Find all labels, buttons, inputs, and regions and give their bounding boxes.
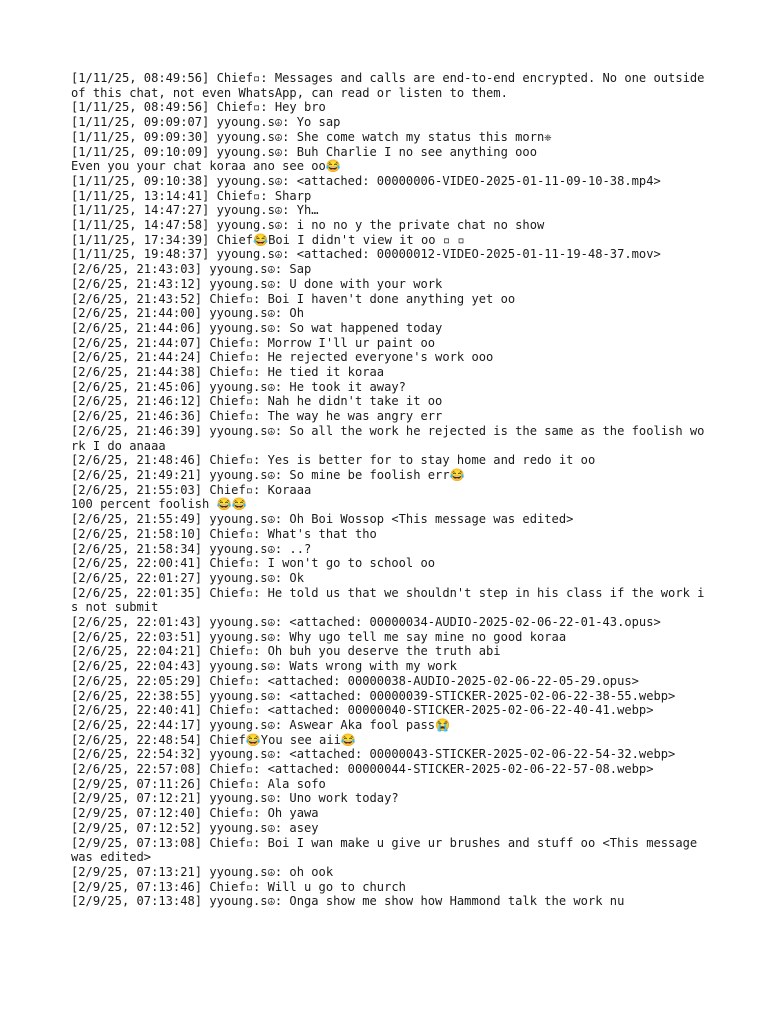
chat-line: [2/6/25, 21:58:10] Chief▫: What's that tho <box>71 526 377 541</box>
chat-line: [2/6/25, 21:44:06] yyoung.s☮: So wat happened today <box>71 320 443 335</box>
chat-line: [2/6/25, 21:46:12] Chief▫: Nah he didn't take it oo <box>71 394 443 409</box>
chat-line: [1/11/25, 17:34:39] Chief😂Boi I didn't view it oo ▫ ▫ <box>71 232 465 247</box>
chat-line: [1/11/25, 13:14:41] Chief▫: Sharp <box>71 188 312 203</box>
chat-line: [2/6/25, 22:01:35] Chief▫: He told us that we shouldn't step in his class if the work is not submit <box>71 585 705 615</box>
chat-line: [2/6/25, 21:48:46] Chief▫: Yes is better for to stay home and redo it oo <box>71 453 596 468</box>
chat-line: [1/11/25, 09:10:09] yyoung.s☮: Buh Charlie I no see anything ooo <box>71 144 537 159</box>
chat-line: [2/9/25, 07:13:46] Chief▫: Will u go to church <box>71 879 406 894</box>
chat-line: 100 percent foolish 😂😂 <box>71 497 247 512</box>
chat-line: [2/9/25, 07:12:40] Chief▫: Oh yawa <box>71 806 319 821</box>
chat-line: [2/6/25, 22:40:41] Chief▫: <attached: 00000040-STICKER-2025-02-06-22-40-41.webp> <box>71 703 654 718</box>
chat-export-page <box>71 71 711 909</box>
chat-line: [2/6/25, 22:38:55] yyoung.s☮: <attached: 00000039-STICKER-2025-02-06-22-38-55.webp> <box>71 688 676 703</box>
chat-line: [2/9/25, 07:11:26] Chief▫: Ala sofo <box>71 776 326 791</box>
chat-line: [2/9/25, 07:12:52] yyoung.s☮: asey <box>71 820 319 835</box>
chat-line: [2/6/25, 22:00:41] Chief▫: I won't go to school oo <box>71 556 436 571</box>
chat-line: [2/6/25, 22:01:43] yyoung.s☮: <attached: 00000034-AUDIO-2025-02-06-22-01-43.opus> <box>71 615 661 630</box>
chat-line: [2/6/25, 21:44:07] Chief▫: Morrow I'll ur paint oo <box>71 335 436 350</box>
chat-line: [2/6/25, 22:03:51] yyoung.s☮: Why ugo tell me say mine no good koraa <box>71 629 567 644</box>
chat-line: [2/6/25, 22:01:27] yyoung.s☮: Ok <box>71 570 304 585</box>
chat-line: [1/11/25, 14:47:27] yyoung.s☮: Yh… <box>71 203 319 218</box>
chat-line: [2/6/25, 21:45:06] yyoung.s☮: He took it away? <box>71 379 406 394</box>
chat-line: [2/6/25, 21:58:34] yyoung.s☮: ..? <box>71 541 312 556</box>
chat-line: [1/11/25, 08:49:56] Chief▫: Messages and calls are end-to-end encrypted. No one outside of this chat, not even WhatsApp, can read or listen to them. <box>71 71 712 100</box>
chat-line: [2/6/25, 21:43:12] yyoung.s☮: U done with your work <box>71 276 443 291</box>
chat-line: [2/6/25, 22:05:29] Chief▫: <attached: 00000038-AUDIO-2025-02-06-22-05-29.opus> <box>71 673 639 688</box>
chat-line: [1/11/25, 09:10:38] yyoung.s☮: <attached: 00000006-VIDEO-2025-01-11-09-10-38.mp4> <box>71 173 661 188</box>
chat-line: [2/6/25, 22:57:08] Chief▫: <attached: 00000044-STICKER-2025-02-06-22-57-08.webp> <box>71 762 654 777</box>
chat-line: [2/6/25, 22:04:43] yyoung.s☮: Wats wrong with my work <box>71 659 457 674</box>
chat-line: [2/6/25, 22:54:32] yyoung.s☮: <attached: 00000043-STICKER-2025-02-06-22-54-32.webp> <box>71 747 676 762</box>
chat-line: [2/6/25, 21:44:38] Chief▫: He tied it koraa <box>71 365 385 380</box>
chat-line: [1/11/25, 08:49:56] Chief▫: Hey bro <box>71 100 326 115</box>
chat-line: [2/6/25, 22:44:17] yyoung.s☮: Aswear Aka fool pass😭 <box>71 717 451 732</box>
chat-line: [2/9/25, 07:13:08] Chief▫: Boi I wan make u give ur brushes and stuff oo <This message was edited> <box>71 835 705 865</box>
chat-line: [1/11/25, 19:48:37] yyoung.s☮: <attached: 00000012-VIDEO-2025-01-11-19-48-37.mov> <box>71 247 661 262</box>
chat-line: [2/6/25, 21:44:00] yyoung.s☮: Oh <box>71 306 304 321</box>
chat-line: Even you your chat koraa ano see oo😂 <box>71 159 341 174</box>
chat-line: [1/11/25, 09:09:07] yyoung.s☮: Yo sap <box>71 115 341 130</box>
chat-line: [2/6/25, 21:49:21] yyoung.s☮: So mine be foolish err😂 <box>71 467 465 482</box>
chat-line: [2/6/25, 21:46:39] yyoung.s☮: So all the work he rejected is the same as the foolish work I do anaaa <box>71 423 705 453</box>
chat-line: [2/9/25, 07:13:21] yyoung.s☮: oh ook <box>71 864 334 879</box>
chat-line: [2/9/25, 07:13:48] yyoung.s☮: Onga show me show how Hammond talk the work nu <box>71 894 625 909</box>
chat-line: [2/6/25, 21:43:03] yyoung.s☮: Sap <box>71 262 312 277</box>
chat-line: [2/6/25, 22:04:21] Chief▫: Oh buh you deserve the truth abi <box>71 644 501 659</box>
chat-line: [2/6/25, 21:44:24] Chief▫: He rejected everyone's work ooo <box>71 350 494 365</box>
chat-line: [1/11/25, 14:47:58] yyoung.s☮: i no no y the private chat no show <box>71 218 545 233</box>
chat-line: [2/9/25, 07:12:21] yyoung.s☮: Uno work today? <box>71 791 399 806</box>
chat-line: [2/6/25, 21:55:49] yyoung.s☮: Oh Boi Wossop <This message was edited> <box>71 512 574 527</box>
chat-line: [2/6/25, 21:43:52] Chief▫: Boi I haven't done anything yet oo <box>71 291 516 306</box>
chat-line: [1/11/25, 09:09:30] yyoung.s☮: She come watch my status this morn❈ <box>71 129 552 144</box>
chat-line: [2/6/25, 22:48:54] Chief😂You see aii😂 <box>71 732 356 747</box>
chat-line: [2/6/25, 21:55:03] Chief▫: Koraaa <box>71 482 312 497</box>
chat-line: [2/6/25, 21:46:36] Chief▫: The way he was angry err <box>71 409 443 424</box>
